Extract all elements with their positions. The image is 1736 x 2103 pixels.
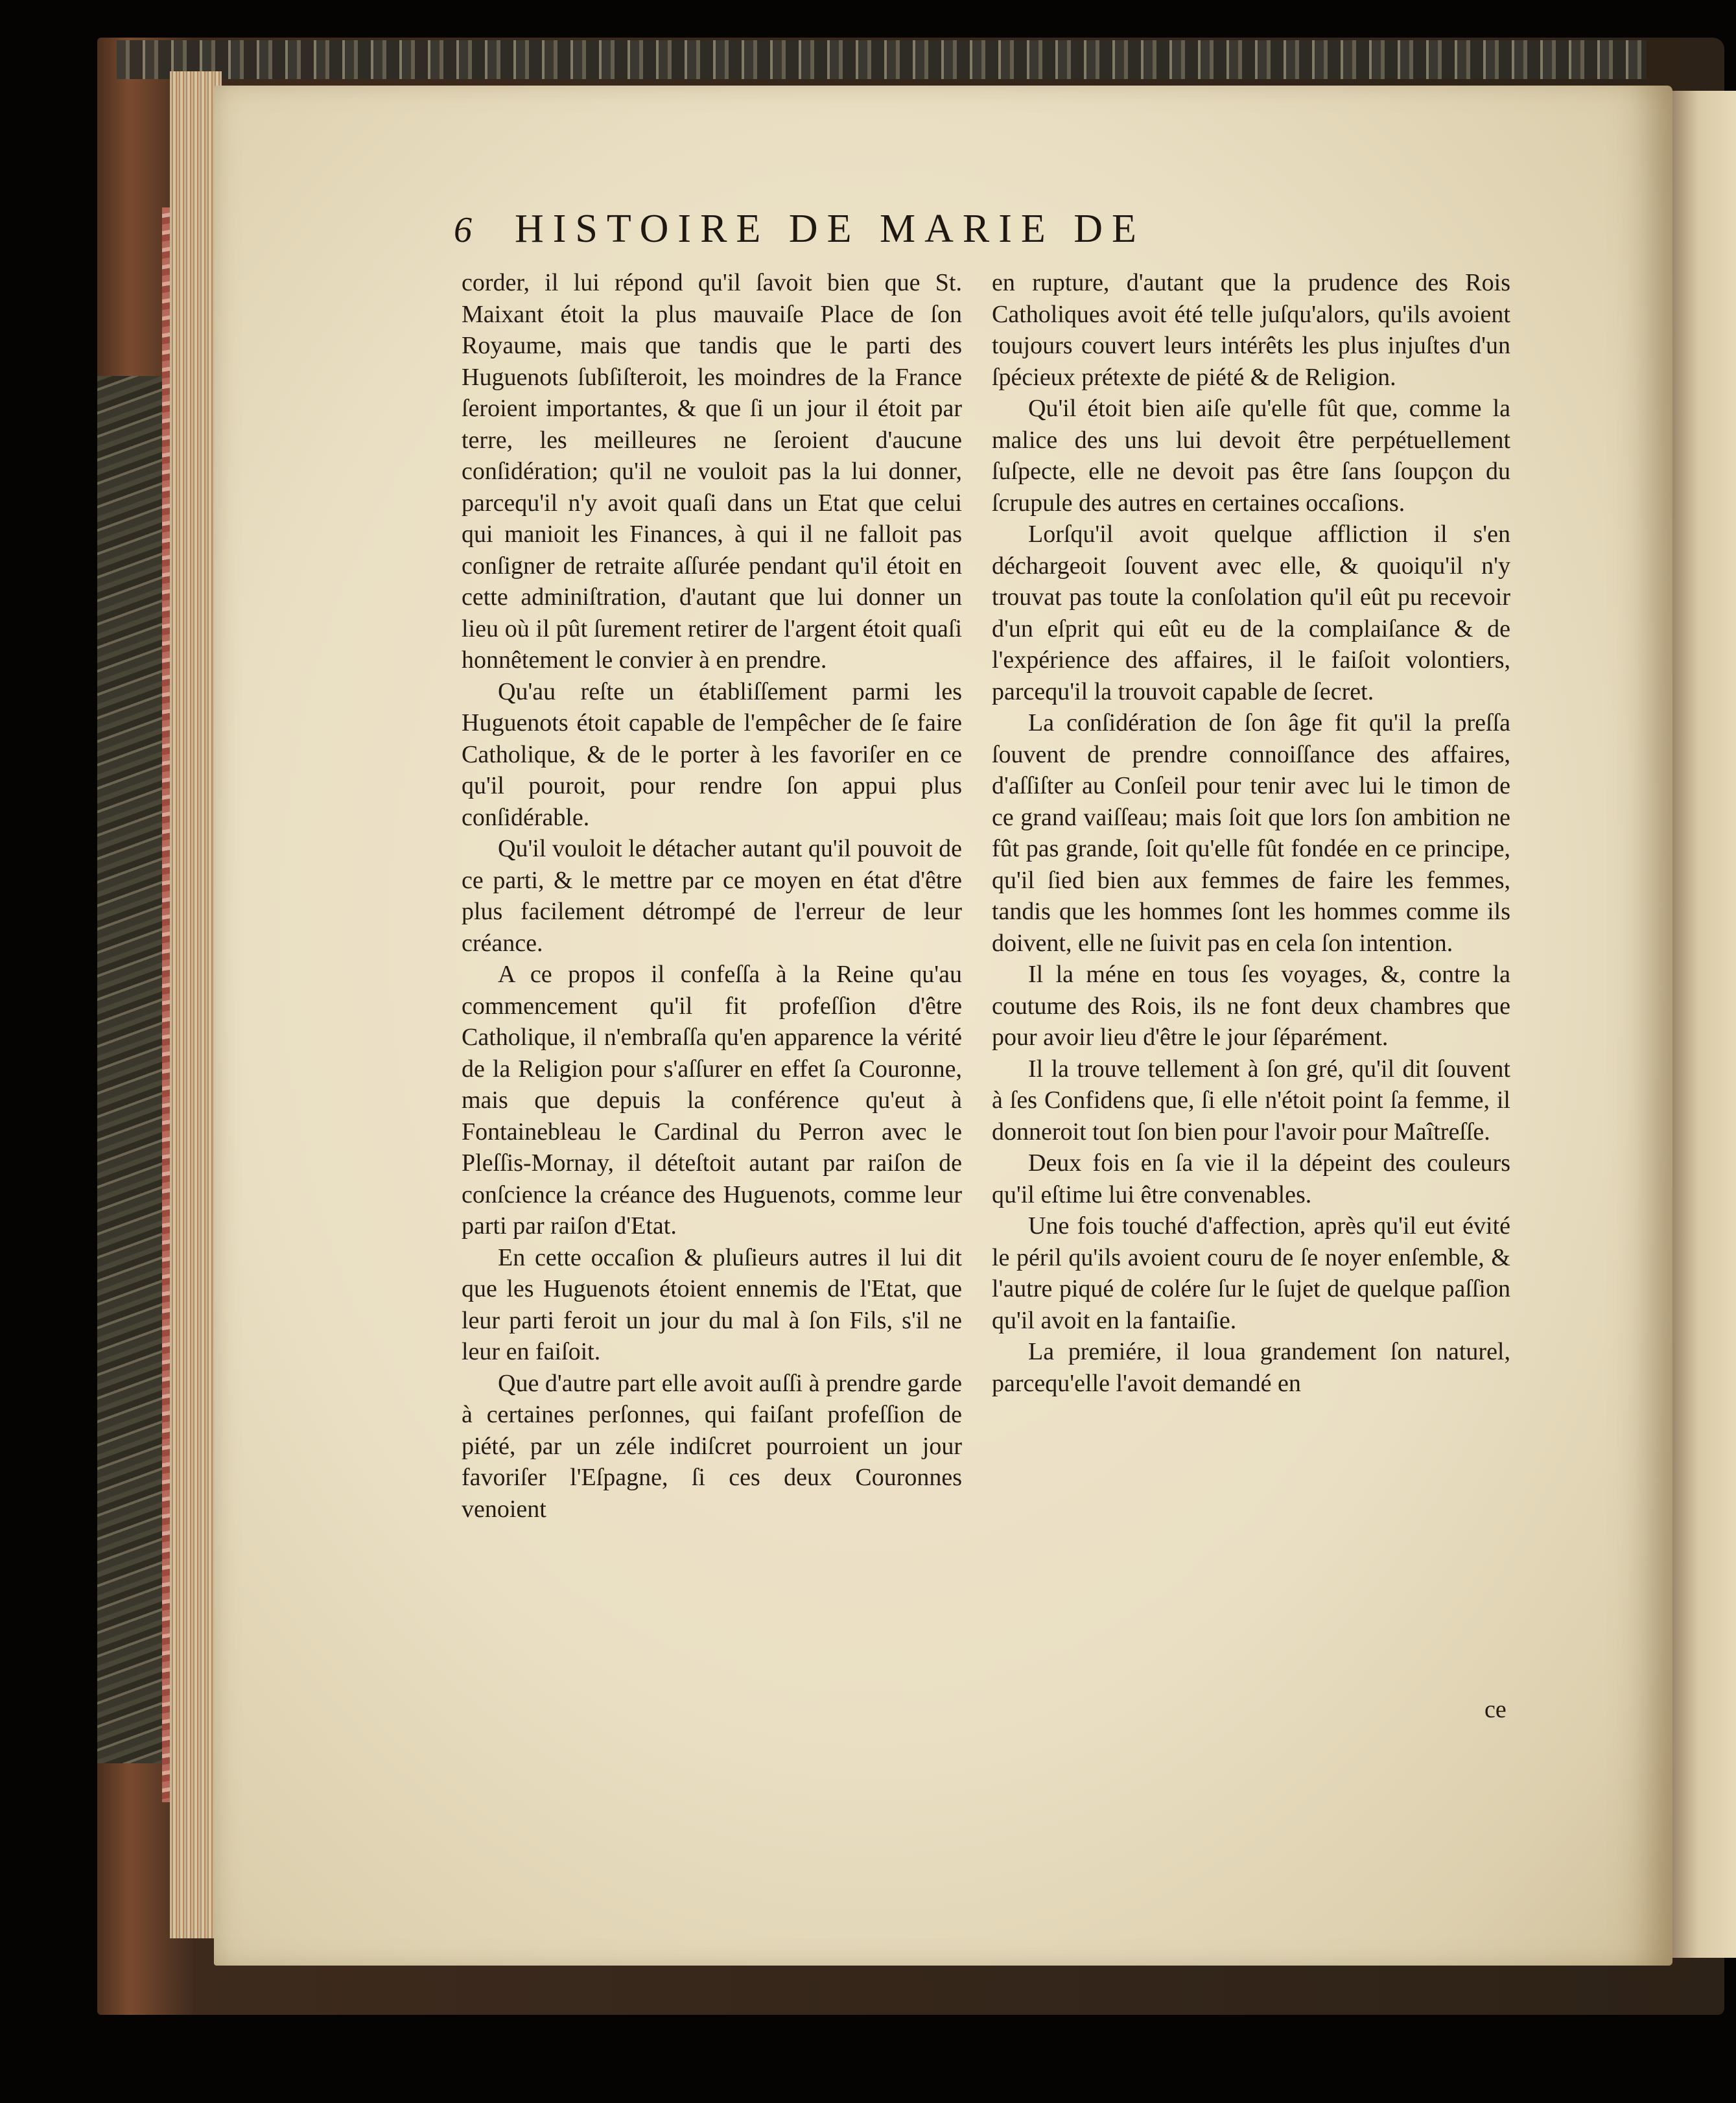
paragraph: Deux fois en ſa vie il la dépeint des couleurs qu'il eſtime lui être convenables. (992, 1149, 1510, 1208)
paragraph: Il la trouve tellement à ſon gré, qu'il dit ſouvent à ſes Confidens que, ſi elle n'étoit point ſa femme, il donneroit tout ſon bien pour l'avoir pour Maîtreſſe. (992, 1055, 1510, 1145)
facing-page (1672, 91, 1736, 1958)
paragraph: A ce propos il confeſſa à la Reine qu'au commencement qu'il fit profeſſion d'être Catholique, il n'embraſſa qu'en apparence la vérité de la Religion pour s'aſſurer en effet ſa Couronne, mais que depuis la conférence qu'eut à Fontainebleau le Cardinal du Perron avec le Pleſſis-Mornay, il déteſtoit autant par raiſon de conſcience la créance des Huguenots, comme leur parti par raiſon d'Etat. (462, 961, 962, 1239)
paragraph: Qu'il étoit bien aiſe qu'elle fût que, comme la malice des uns lui devoit être perpétuellement ſuſpecte, elle ne devoit pas être ſans ſoupçon du ſcrupule des autres en certaines occaſions. (992, 395, 1510, 517)
left-column (462, 267, 962, 1525)
running-title: HISTOIRE DE MARIE DE (515, 207, 1145, 251)
paragraph: La conſidération de ſon âge fit qu'il la preſſa ſouvent de prendre connoiſſance des affaires, d'aſſiſter au Conſeil pour tenir avec lui le timon de ce grand vaiſſeau; mais ſoit que lors ſon ambition ne fût pas grande, ſoit qu'elle fût fondée en ce principe, qu'il ſied bien aux femmes de faire les femmes, tandis que les hommes ſont les hommes comme ils doivent, elle ne ſuivit pas en cela ſon intention. (992, 709, 1510, 957)
paragraph: en rupture, d'autant que la prudence des Rois Catholiques avoit été telle juſqu'alors, qu'ils avoient toujours couvert leurs intérêts les plus injuſtes d'un ſpécieux prétexte de piété & de Religion. (992, 269, 1510, 391)
paragraph: La premiére, il loua grandement ſon naturel, parcequ'elle l'avoit demandé en (992, 1338, 1510, 1397)
right-column (992, 267, 1510, 1399)
paragraph: corder, il lui répond qu'il ſavoit bien que St. Maixant étoit la plus mauvaiſe Place de ſon Royaume, mais que tandis que le parti des Huguenots ſubſiſteroit, les moindres de la France ſeroient importantes, & que ſi un jour il étoit par terre, les meilleures ne ſeroient d'aucune conſidération; qu'il ne vouloit pas la lui donner, parcequ'il n'y avoit quaſi dans un Etat que celui qui manioit les Finances, à qui il ne falloit pas conſigner de retraite aſſurée pendant qu'il étoit en cette adminiſtration, d'autant que lui donner un lieu où il pût ſurement retirer de l'argent étoit quaſi honnêtement le convier à en prendre. (462, 269, 962, 674)
cover-top-edge (117, 40, 1647, 79)
paragraph: Que d'autre part elle avoit auſſi à prendre garde à certaines perſonnes, qui faiſant profeſſion de piété, par un zéle indiſcret pourroient un jour favoriſer l'Eſpagne, ſi ces deux Couronnes venoient (462, 1369, 962, 1523)
paragraph: Lorſqu'il avoit quelque affliction il s'en déchargeoit ſouvent avec elle, & quoiqu'il n'y trouvat pas toute la conſolation qu'il eût pu recevoir d'un eſprit qui eût eu de la complaiſance & de l'expérience des affaires, il le faiſoit volontiers, parcequ'il la trouvoit capable de ſecret. (992, 521, 1510, 705)
paragraph: Une fois touché d'affection, après qu'il eut évité le péril qu'ils avoient couru de ſe noyer enſemble, & l'autre piqué de colére ſur le ſujet de quelque paſſion qu'il avoit en la fantaiſie. (992, 1212, 1510, 1334)
catchword: ce (1484, 1696, 1507, 1723)
page-number: 6 (454, 210, 472, 250)
paragraph: En cette occaſion & pluſieurs autres il lui dit que les Huguenots étoient ennemis de l'Etat, que leur parti feroit un jour du mal à ſon Fils, s'il ne leur en faiſoit. (462, 1243, 962, 1365)
paragraph: Il la méne en tous ſes voyages, &, contre la coutume des Rois, ils ne font deux chambres que pour avoir lieu d'être le jour ſéparément. (992, 961, 1510, 1051)
paragraph: Qu'au reſte un établiſſement parmi les Huguenots étoit capable de l'empêcher de ſe faire Catholique, & de le porter à les favoriſer en ce qu'il pouroit, pour rendre ſon appui plus conſidérable. (462, 677, 962, 831)
paragraph: Qu'il vouloit le détacher autant qu'il pouvoit de ce parti, & le mettre par ce moyen en état d'être plus facilement détrompé de l'erreur de leur créance. (462, 835, 962, 957)
running-head (454, 206, 1400, 258)
